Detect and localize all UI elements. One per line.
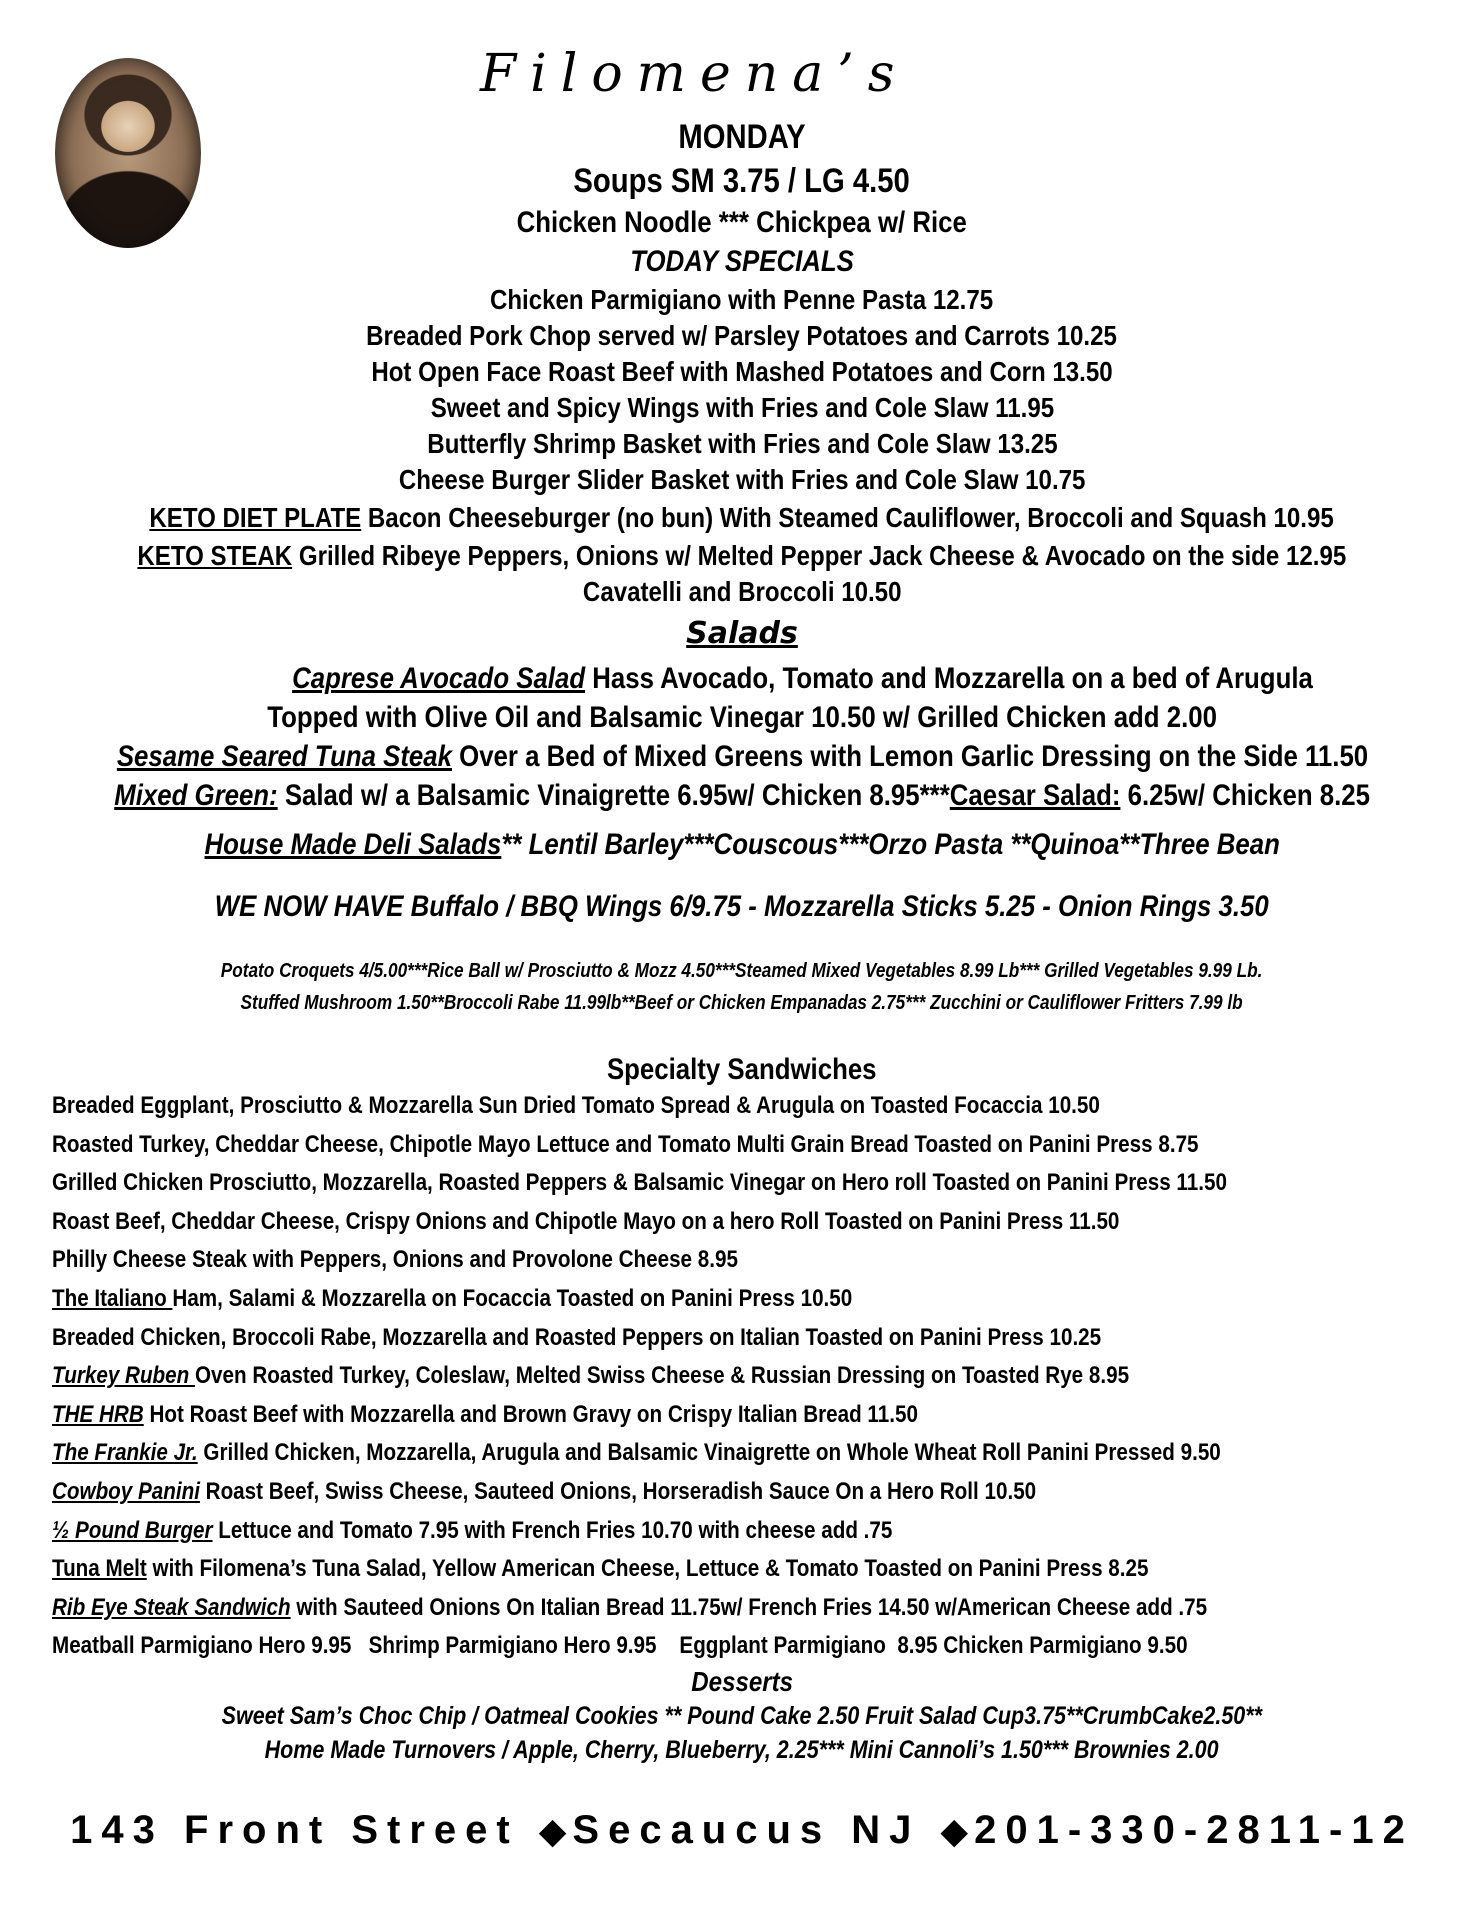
sandwich-label: Turkey Ruben — [52, 1362, 195, 1389]
sandwich-item — [52, 1555, 1327, 1583]
footer-phone: 201-330-2811-12 — [974, 1808, 1414, 1852]
special-item: Chicken Parmigiano with Penne Pasta 12.75 — [490, 284, 994, 315]
sides-line: Stuffed Mushroom 1.50**Broccoli Rabe 11.99lb**Beef or Chicken Empanadas 2.75*** Zucchini or Cauliflower Fritters 7.99 lb — [240, 992, 1244, 1014]
footer-contact — [0, 1808, 1484, 1853]
special-item: Sweet and Spicy Wings with Fries and Cole Slaw 11.95 — [430, 392, 1054, 423]
sandwich-description: Meatball Parmigiano Hero 9.95 Shrimp Parmigiano Hero 9.95 Eggplant Parmigiano 8.95 Chicken Parmigiano 9.50 — [52, 1632, 1188, 1659]
sandwich-label: THE HRB — [52, 1401, 144, 1428]
sandwich-label: Rib Eye Steak Sandwich — [52, 1594, 291, 1621]
soups-title: Soups SM 3.75 / LG 4.50 — [573, 162, 911, 200]
sandwich-description: Oven Roasted Turkey, Coleslaw, Melted Swiss Cheese & Russian Dressing on Toasted Rye 8.95 — [194, 1362, 1130, 1389]
tuna-steak-salad: Sesame Seared Tuna Steak Over a Bed of Mixed Greens with Lemon Garlic Dressing on the Side 11.50 — [116, 740, 1368, 773]
sandwich-item — [52, 1594, 1395, 1622]
sandwich-label: Cowboy Panini — [52, 1478, 200, 1505]
sandwich-description: Roasted Turkey, Cheddar Cheese, Chipotle Mayo Lettuce and Tomato Multi Grain Bread Toasted on Panini Press 8.75 — [52, 1131, 1199, 1158]
diamond-icon: ◆ — [538, 1810, 567, 1851]
sandwich-description: Grilled Chicken Prosciutto, Mozzarella, Roasted Peppers & Balsamic Vinegar on Hero roll Toasted on Panini Press 11.50 — [52, 1169, 1227, 1196]
sandwich-item — [52, 1439, 1411, 1467]
special-item: Cheese Burger Slider Basket with Fries and Cole Slaw 10.75 — [398, 464, 1086, 495]
now-have-line: WE NOW HAVE Buffalo / BBQ Wings 6/9.75 - Mozzarella Sticks 5.25 - Onion Rings 3.50 — [215, 890, 1269, 923]
desserts-line: Home Made Turnovers / Apple, Cherry, Blueberry, 2.25*** Mini Cannoli’s 1.50*** Brownies 2.00 — [265, 1736, 1219, 1764]
sandwich-description: with Sauteed Onions On Italian Bread 11.75w/ French Fries 14.50 w/American Cheese add .75 — [290, 1594, 1208, 1621]
sandwich-description: Philly Cheese Steak with Peppers, Onions and Provolone Cheese 8.95 — [52, 1246, 738, 1273]
sandwich-item — [52, 1285, 983, 1313]
sandwich-item — [52, 1401, 1059, 1429]
sandwich-item — [52, 1324, 1272, 1352]
desserts-title: Desserts — [691, 1666, 793, 1697]
sandwich-description: Breaded Eggplant, Prosciutto & Mozzarella Sun Dried Tomato Spread & Arugula on Toasted Focaccia 10.50 — [52, 1092, 1100, 1119]
sandwich-label: The Italiano — [52, 1285, 173, 1312]
keto-diet-plate: KETO DIET PLATE Bacon Cheeseburger (no bun) With Steamed Cauliflower, Broccoli and Squash 10.95 — [149, 502, 1335, 533]
sandwich-description: Ham, Salami & Mozzarella on Focaccia Toasted on Panini Press 10.50 — [172, 1285, 853, 1312]
sandwich-item — [52, 1131, 1385, 1159]
restaurant-name: Filomena’s — [480, 44, 909, 104]
deli-salads: House Made Deli Salads** Lentil Barley***Couscous***Orzo Pasta **Quinoa**Three Bean — [204, 828, 1280, 861]
specials-title: TODAY SPECIALS — [630, 245, 854, 278]
sandwich-item — [52, 1208, 1293, 1236]
sandwich-item — [52, 1246, 850, 1274]
special-item: Breaded Pork Chop served w/ Parsley Potatoes and Carrots 10.25 — [366, 320, 1118, 351]
sandwich-description: Hot Roast Beef with Mozzarella and Brown Gravy on Crispy Italian Bread 11.50 — [143, 1401, 918, 1428]
mixed-green-caesar-salad: Mixed Green: Salad w/ a Balsamic Vinaigrette 6.95w/ Chicken 8.95***Caesar Salad: 6.25w/ Chicken 8.25 — [114, 779, 1370, 812]
sandwich-item — [52, 1632, 1372, 1660]
desserts-line: Sweet Sam’s Choc Chip / Oatmeal Cookies ** Pound Cake 2.50 Fruit Salad Cup3.75**CrumbCake2.50** — [221, 1702, 1263, 1730]
cavatelli-item: Cavatelli and Broccoli 10.50 — [582, 576, 902, 607]
sandwich-label: ½ Pound Burger — [52, 1517, 213, 1544]
salads-title: Salads — [686, 616, 798, 651]
special-item: Butterfly Shrimp Basket with Fries and Cole Slaw 13.25 — [426, 428, 1058, 459]
sandwich-label: Tuna Melt — [52, 1555, 147, 1582]
special-item: Hot Open Face Roast Beef with Mashed Potatoes and Corn 13.50 — [371, 356, 1113, 387]
sandwich-description: Lettuce and Tomato 7.95 with French Fries 10.70 with cheese add .75 — [212, 1517, 893, 1544]
sandwich-description: Grilled Chicken, Mozzarella, Arugula and Balsamic Vinaigrette on Whole Wheat Roll Panini Pressed 9.50 — [197, 1439, 1221, 1466]
keto-steak: KETO STEAK Grilled Ribeye Peppers, Onions w/ Melted Pepper Jack Cheese & Avocado on the side 12.95 — [137, 540, 1347, 571]
sandwich-item — [52, 1169, 1418, 1197]
sides-line: Potato Croquets 4/5.00***Rice Ball w/ Prosciutto & Mozz 4.50***Steamed Mixed Vegetables 8.99 Lb*** Grilled Vegetables 9.99 Lb. — [221, 960, 1263, 982]
day-heading: MONDAY — [678, 118, 806, 156]
sandwich-description: with Filomena’s Tuna Salad, Yellow American Cheese, Lettuce & Tomato Toasted on Panini Press 8.25 — [146, 1555, 1149, 1582]
caprese-salad-detail: Topped with Olive Oil and Balsamic Vinegar 10.50 w/ Grilled Chicken add 2.00 — [267, 701, 1217, 734]
sandwich-description: Roast Beef, Cheddar Cheese, Crispy Onions and Chipotle Mayo on a hero Roll Toasted on Panini Press 11.50 — [52, 1208, 1120, 1235]
sandwich-description: Roast Beef, Swiss Cheese, Sauteed Onions, Horseradish Sauce On a Hero Roll 10.50 — [199, 1478, 1037, 1505]
footer-address: 143 Front Street — [70, 1808, 519, 1852]
sandwich-item — [52, 1478, 1196, 1506]
sandwich-label: The Frankie Jr. — [52, 1439, 198, 1466]
sandwich-description: Breaded Chicken, Broccoli Rabe, Mozzarella and Roasted Peppers on Italian Toasted on Panini Press 10.25 — [52, 1324, 1102, 1351]
sandwiches-title: Specialty Sandwiches — [607, 1053, 877, 1086]
sandwich-item — [52, 1362, 1304, 1390]
soups-items: Chicken Noodle *** Chickpea w/ Rice — [516, 206, 968, 239]
footer-city: Secaucus NJ — [572, 1808, 921, 1852]
sandwich-item — [52, 1517, 1029, 1545]
caprese-salad: Caprese Avocado Salad Hass Avocado, Tomato and Mozzarella on a bed of Arugula — [291, 662, 1313, 695]
diamond-icon: ◆ — [940, 1810, 969, 1851]
sandwich-item — [52, 1092, 1270, 1120]
